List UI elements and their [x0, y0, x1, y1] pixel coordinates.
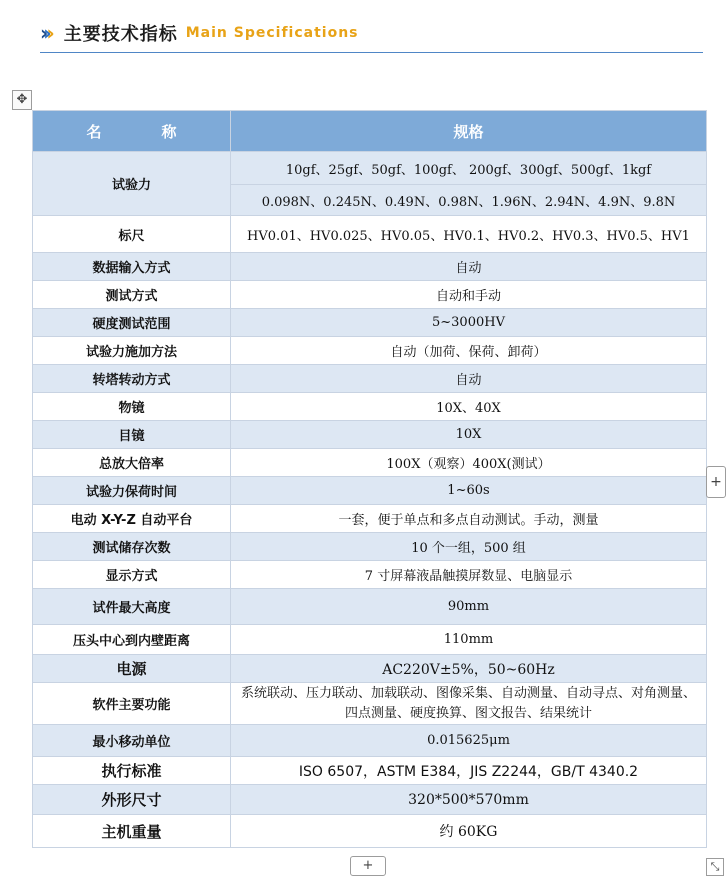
header-spec: 规格: [231, 111, 707, 152]
row-value: 5~3000HV: [231, 309, 707, 337]
section-title-cn: 主要技术指标: [63, 24, 178, 45]
table-row: [33, 589, 707, 625]
row-value: 自动: [231, 365, 707, 393]
table-row: [33, 152, 707, 185]
row-value: 110mm: [231, 625, 707, 655]
row-name: 执行标准: [33, 757, 231, 785]
row-name: 标尺: [33, 216, 231, 253]
table-row: [33, 561, 707, 589]
add-row-button[interactable]: +: [350, 856, 386, 876]
row-value: 10gf、25gf、50gf、100gf、 200gf、300gf、500gf、1kgf: [231, 152, 707, 185]
row-name: 试件最大高度: [33, 589, 231, 625]
table-row: [33, 815, 707, 848]
add-column-button[interactable]: +: [706, 466, 726, 498]
row-name: 物镜: [33, 393, 231, 421]
row-name: 压头中心到内壁距离: [33, 625, 231, 655]
row-name: 电源: [33, 655, 231, 683]
row-value: 10X: [231, 421, 707, 449]
table-row: [33, 505, 707, 533]
table-row: [33, 421, 707, 449]
header-name: 名 称: [33, 111, 231, 152]
table-row: [33, 625, 707, 655]
row-name: 目镜: [33, 421, 231, 449]
row-value: 7 寸屏幕液晶触摸屏数显、电脑显示: [231, 561, 707, 589]
row-value: AC220V±5%，50~60Hz: [231, 655, 707, 683]
header-divider: [40, 52, 703, 53]
row-name: 测试储存次数: [33, 533, 231, 561]
row-name: 试验力: [33, 152, 231, 216]
row-name: 试验力施加方法: [33, 337, 231, 365]
row-name: 试验力保荷时间: [33, 477, 231, 505]
row-name: 软件主要功能: [33, 683, 231, 725]
row-value: 自动: [231, 253, 707, 281]
row-value: 10 个一组，500 组: [231, 533, 707, 561]
row-value: 自动（加荷、保荷、卸荷）: [231, 337, 707, 365]
chevrons-icon: ›››: [40, 21, 50, 45]
row-value: 320*500*570mm: [231, 785, 707, 815]
row-name: 最小移动单位: [33, 725, 231, 757]
row-value: 0.098N、0.245N、0.49N、0.98N、1.96N、2.94N、4.9N、9.8N: [231, 185, 707, 216]
table-row: [33, 337, 707, 365]
row-name: 数据输入方式: [33, 253, 231, 281]
table-row: [33, 785, 707, 815]
table-row: [33, 365, 707, 393]
row-value: 10X、40X: [231, 393, 707, 421]
table-row: [33, 216, 707, 253]
table-row: [33, 533, 707, 561]
row-name: 外形尺寸: [33, 785, 231, 815]
row-name: 主机重量: [33, 815, 231, 848]
row-name: 总放大倍率: [33, 449, 231, 477]
row-name: 显示方式: [33, 561, 231, 589]
table-row: [33, 449, 707, 477]
row-value: 自动和手动: [231, 281, 707, 309]
row-value: 0.015625μm: [231, 725, 707, 757]
table-row: [33, 683, 707, 725]
table-row: [33, 655, 707, 683]
row-value: 1~60s: [231, 477, 707, 505]
table-row: [33, 725, 707, 757]
row-value: ISO 6507，ASTM E384，JIS Z2244，GB/T 4340.2: [231, 757, 707, 785]
row-name: 电动 X-Y-Z 自动平台: [33, 505, 231, 533]
table-row: [33, 309, 707, 337]
section-title-en: Main Specifications: [185, 25, 359, 41]
table-row: [33, 757, 707, 785]
row-value: HV0.01、HV0.025、HV0.05、HV0.1、HV0.2、HV0.3、HV0.5、HV1: [231, 216, 707, 253]
table-header-row: [33, 111, 707, 152]
row-name: 测试方式: [33, 281, 231, 309]
row-value: 90mm: [231, 589, 707, 625]
table-row: [33, 393, 707, 421]
row-value: 100X（观察）400X(测试）: [231, 449, 707, 477]
section-header: [40, 18, 359, 48]
row-name: 转塔转动方式: [33, 365, 231, 393]
table-move-handle-icon[interactable]: ✥: [12, 90, 32, 110]
table-row: [33, 281, 707, 309]
row-name: 硬度测试范围: [33, 309, 231, 337]
table-resize-icon[interactable]: ⤡: [706, 858, 724, 876]
row-value: 一套，便于单点和多点自动测试。手动，测量: [231, 505, 707, 533]
row-value: 约 60KG: [231, 815, 707, 848]
spec-table: [32, 110, 707, 848]
table-row: [33, 477, 707, 505]
row-value: 系统联动、压力联动、加载联动、图像采集、自动测量、自动寻点、对角测量、四点测量、硬度换算、图文报告、结果统计: [231, 683, 707, 725]
table-row: [33, 253, 707, 281]
